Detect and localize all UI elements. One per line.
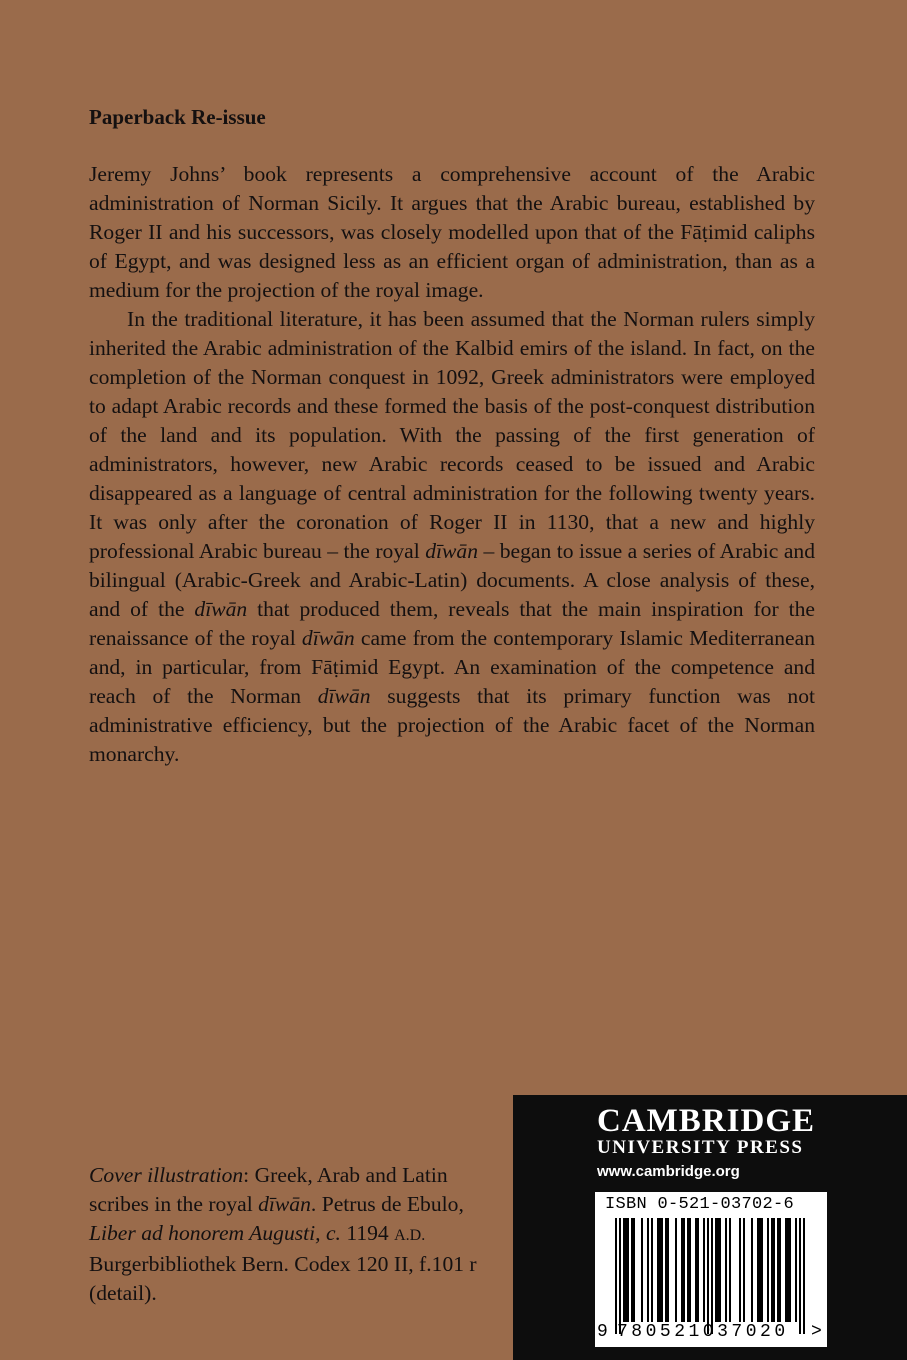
cover-illustration-caption bbox=[89, 1161, 494, 1308]
blurb-text: In the traditional literature, it has been assumed that the Norman rulers simply inherited the Arabic administration of the Kalbid emirs of the island. In fact, on the completion of the Norman conquest in 1092, Greek administrators were employed to adapt Arabic records and these formed the basis of the post-conquest distribution of the land and its population. With the passing of the first generation of administrators, however, new Arabic records ceased to be issued and Arabic disappeared as a language of central administration for the following twenty years. It was only after the coronation of Roger II in 1130, that a new and highly professional Arabic bureau – the royal bbox=[89, 307, 815, 563]
publisher-block bbox=[513, 1095, 907, 1360]
barcode-bar bbox=[659, 1218, 661, 1322]
blurb-text: suggests that its primary function was not administrative efficiency, but the projection of the Arabic facet of the Norman monarchy. bbox=[89, 684, 815, 766]
barcode-bar bbox=[711, 1218, 713, 1334]
barcode-bar bbox=[799, 1218, 801, 1334]
barcode-bar bbox=[757, 1218, 759, 1322]
barcode-bar bbox=[687, 1218, 689, 1322]
blurb-text: that produced them, reveals that the main inspiration for the renaissance of the royal bbox=[89, 597, 815, 650]
barcode-bar bbox=[703, 1218, 705, 1322]
barcode-bar bbox=[739, 1218, 741, 1322]
barcode-bar bbox=[725, 1218, 727, 1322]
blurb-term: dīwān bbox=[425, 539, 478, 563]
barcode-bar bbox=[633, 1218, 635, 1322]
barcode-bar bbox=[795, 1218, 797, 1322]
blurb-term: dīwān bbox=[301, 626, 355, 650]
barcode-bar bbox=[661, 1218, 663, 1322]
cover-heading: Paperback Re-issue bbox=[89, 105, 266, 129]
barcode-bar bbox=[785, 1218, 787, 1322]
caption-work-title: Liber ad honorem Augusti, bbox=[89, 1221, 321, 1245]
caption-term: dīwān bbox=[258, 1192, 311, 1216]
barcode-bar bbox=[751, 1218, 753, 1322]
caption-circa: c. bbox=[325, 1221, 341, 1245]
barcode-bar bbox=[803, 1218, 805, 1334]
isbn-label: ISBN 0-521-03702-6 bbox=[605, 1195, 795, 1214]
publisher-url: www.cambridge.org bbox=[597, 1163, 740, 1180]
barcode-bar bbox=[761, 1218, 763, 1322]
blurb-paragraph-1: Jeremy Johns’ book represents a comprehensive account of the Arabic administration of Norman Sicily. It argues that the Arabic bureau, established by Roger II and his successors, was closely modelled upon that of the Fāṭimid caliphs of Egypt, and was designed less as an efficient organ of administration, than as a medium for the projection of the royal image. bbox=[89, 162, 815, 302]
barcode-bar bbox=[767, 1218, 769, 1322]
caption-era: A.D. bbox=[394, 1227, 426, 1244]
barcode-bar bbox=[777, 1218, 779, 1322]
barcode-bar bbox=[619, 1218, 621, 1334]
barcode-bar bbox=[717, 1218, 719, 1322]
barcode-bar bbox=[707, 1218, 709, 1334]
caption-text: . Petrus de Ebulo, bbox=[310, 1192, 464, 1216]
caption-text: Greek, Arab and Latin scribes in the royal bbox=[89, 1163, 448, 1216]
barcode-bar bbox=[771, 1218, 773, 1322]
barcode-bar bbox=[665, 1218, 667, 1322]
caption-text: 1194 bbox=[340, 1221, 395, 1245]
barcode-bar bbox=[651, 1218, 653, 1322]
blurb-term: dīwān bbox=[317, 684, 371, 708]
barcode-bar bbox=[773, 1218, 775, 1322]
blurb-text: came from the contemporary Islamic Mediterranean and, in particular, from Fāṭimid Egypt. An examination of the competence and reach of the Norman bbox=[89, 626, 815, 708]
blurb-text: – began to issue a series of Arabic and bilingual (Arabic-Greek and Arabic-Latin) documents. A close analysis of these, and of the bbox=[89, 539, 816, 621]
barcode-bar bbox=[719, 1218, 721, 1322]
barcode-bar bbox=[625, 1218, 627, 1322]
barcode-bar bbox=[675, 1218, 677, 1322]
barcode-bar bbox=[623, 1218, 625, 1322]
blurb-paragraph-2 bbox=[89, 305, 815, 769]
barcode-bar bbox=[641, 1218, 643, 1322]
blurb bbox=[89, 160, 815, 769]
publisher-name: CAMBRIDGE bbox=[597, 1103, 816, 1139]
barcode-bar bbox=[715, 1218, 717, 1322]
barcode-bar bbox=[631, 1218, 633, 1322]
barcode-bar bbox=[615, 1218, 617, 1334]
ean-quiet-zone-marker: > bbox=[811, 1322, 822, 1342]
isbn-barcode bbox=[595, 1192, 827, 1347]
blurb-term: dīwān bbox=[194, 597, 248, 621]
barcode-bar bbox=[689, 1218, 691, 1322]
caption-label: Cover illustration bbox=[89, 1163, 244, 1187]
publisher-subtitle: UNIVERSITY PRESS bbox=[597, 1137, 804, 1158]
barcode-bar bbox=[683, 1218, 685, 1322]
caption-colon: : bbox=[243, 1163, 250, 1187]
barcode-bar bbox=[789, 1218, 791, 1322]
ean-first-digit: 9 bbox=[597, 1322, 608, 1342]
barcode-bar bbox=[759, 1218, 761, 1322]
ean-digits: 780521037020 bbox=[617, 1322, 789, 1342]
barcode-bar bbox=[729, 1218, 731, 1322]
caption-text: Burgerbibliothek Bern. Codex 120 II, f.101 r (detail). bbox=[89, 1252, 477, 1305]
barcode-bar bbox=[695, 1218, 697, 1322]
barcode-bar bbox=[657, 1218, 659, 1322]
barcode-bar bbox=[743, 1218, 745, 1322]
barcode-bar bbox=[779, 1218, 781, 1322]
barcode-bar bbox=[647, 1218, 649, 1322]
barcode-bar bbox=[627, 1218, 629, 1322]
barcode-bar bbox=[697, 1218, 699, 1322]
barcode-bar bbox=[787, 1218, 789, 1322]
barcode-bar bbox=[667, 1218, 669, 1322]
barcode-bar bbox=[681, 1218, 683, 1322]
